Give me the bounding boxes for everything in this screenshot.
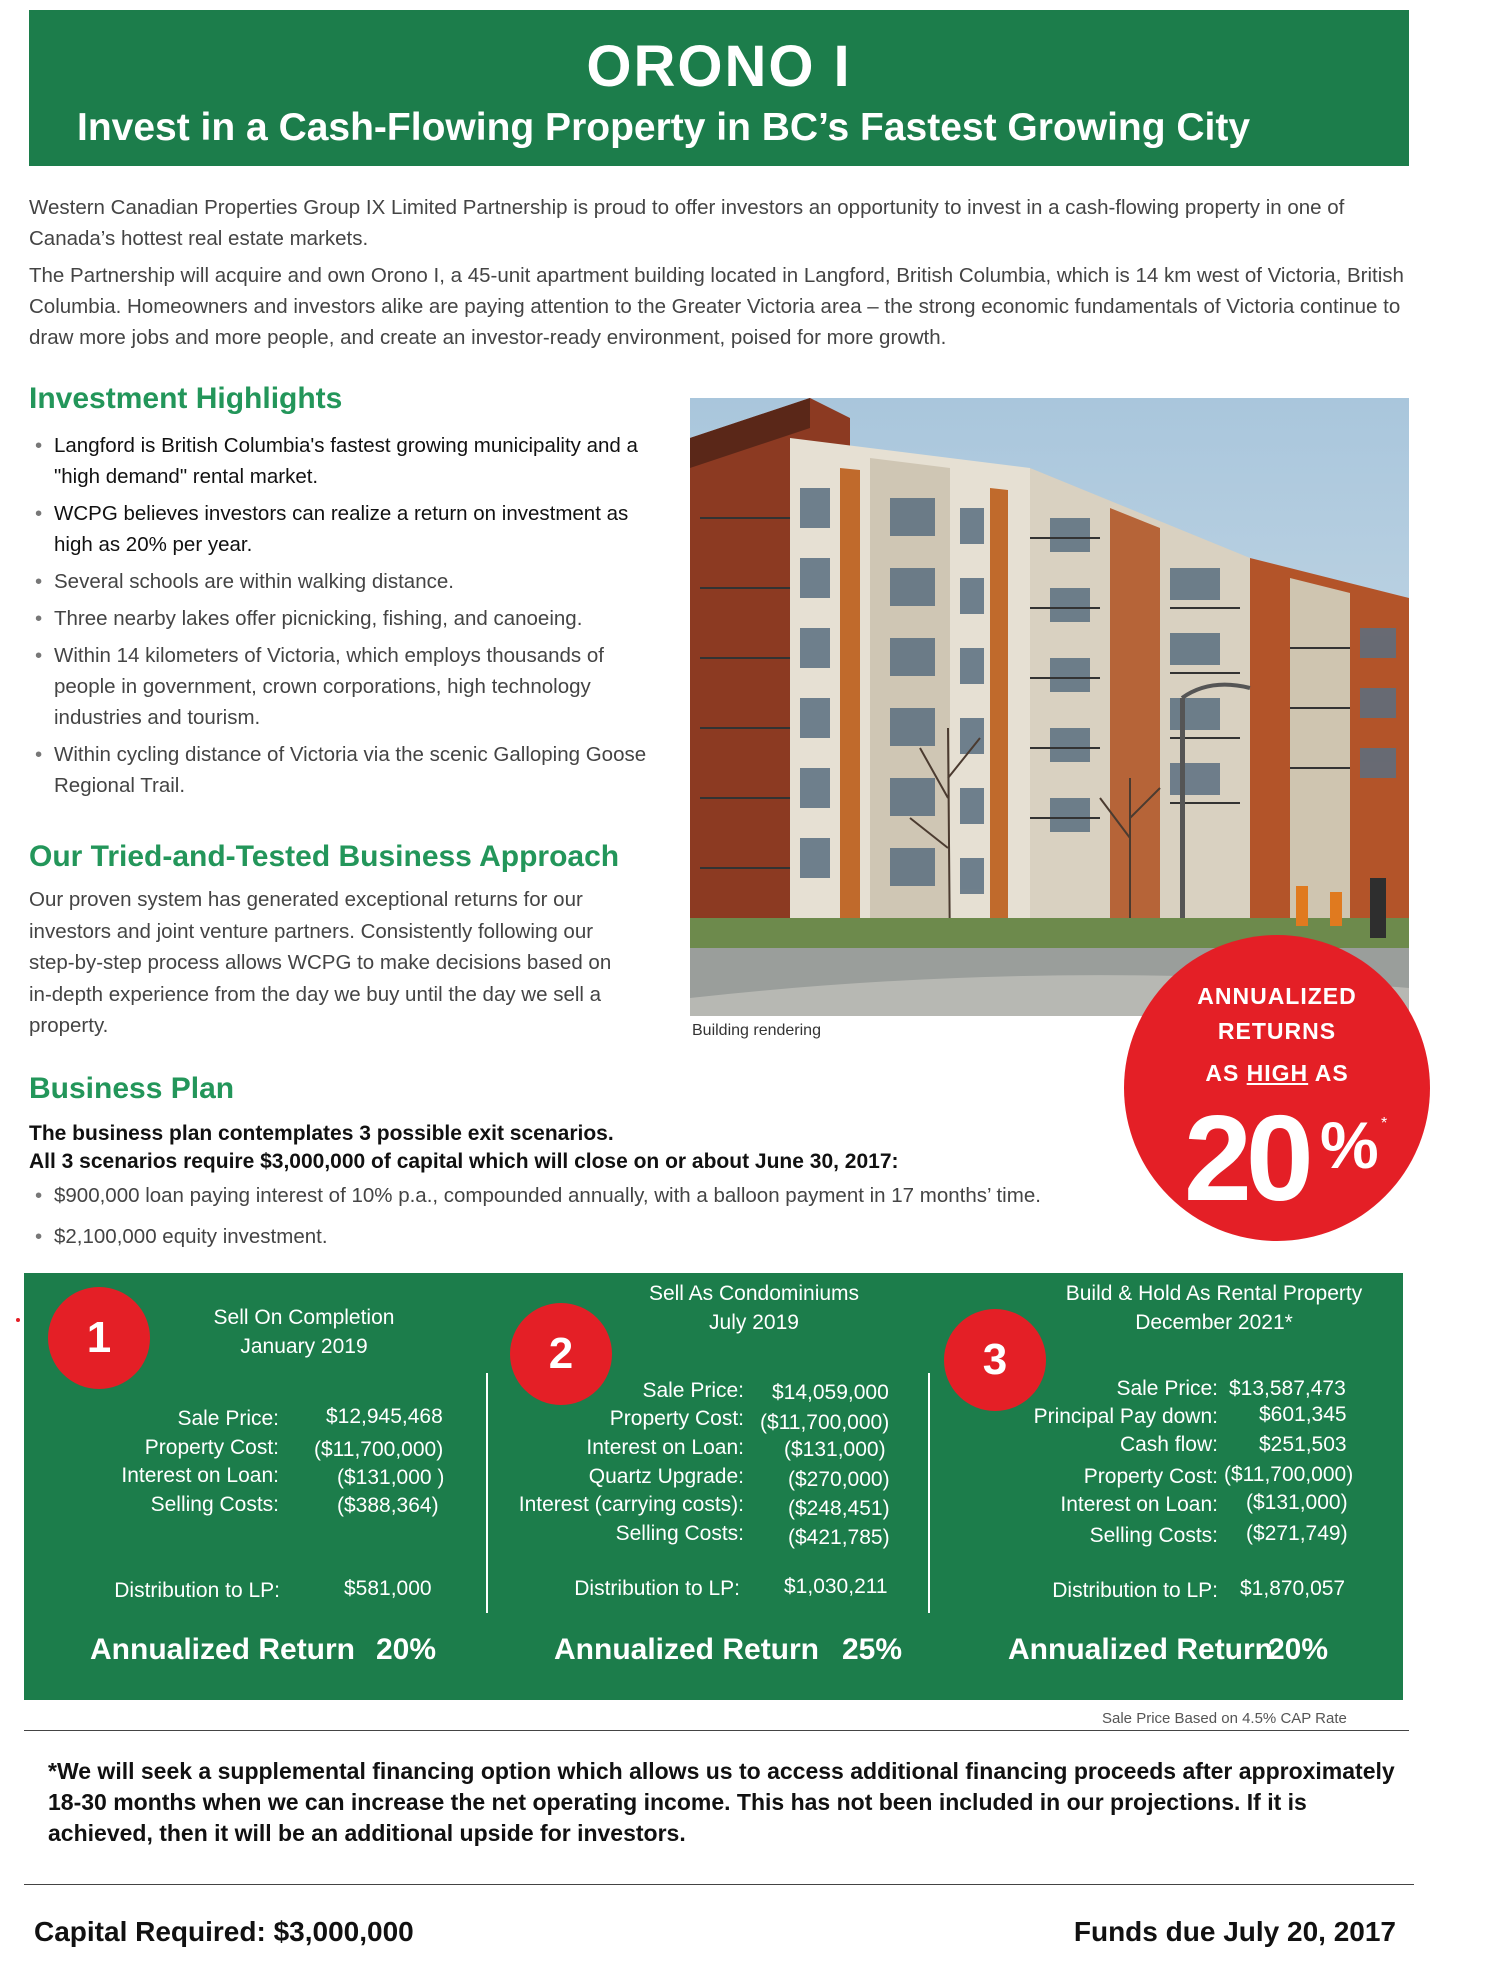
scenario-2-value: ($270,000) <box>788 1468 890 1491</box>
scenario-1-distribution-label: Distribution to LP: <box>114 1579 280 1602</box>
page-subtitle: Invest in a Cash-Flowing Property in BC’s Fastest Growing City <box>77 106 1251 149</box>
scenarios-panel <box>24 1273 1403 1700</box>
scenario-2-value: ($421,785) <box>788 1526 890 1549</box>
scenario-1-distribution-value: $581,000 <box>344 1577 432 1600</box>
scenario-2-title: Sell As Condominiums July 2019 <box>648 1282 860 1334</box>
business-plan-heading: Business Plan <box>29 1072 235 1105</box>
business-plan-bullets <box>29 1180 1129 1258</box>
building-photo <box>690 398 1409 1016</box>
column-divider <box>928 1373 930 1613</box>
highlights-list <box>29 430 649 807</box>
list-item: • Several schools are within walking distance. <box>35 570 454 593</box>
scenario-3-label: Property Cost: <box>1083 1465 1218 1488</box>
list-item: • Three nearby lakes offer picnicking, fishing, and canoeing. <box>35 607 583 630</box>
scenario-1-value: ($11,700,000) <box>314 1438 444 1461</box>
badge-line-2: RETURNS <box>1217 1018 1337 1044</box>
scenario-3-value: ($271,749) <box>1246 1522 1348 1545</box>
scenario-1-value: $12,945,468 <box>326 1405 443 1428</box>
scenario-2-value: ($131,000) <box>784 1438 886 1461</box>
intro-paragraph-2: The Partnership will acquire and own Orono I, a 45-unit apartment building located in Langford, British Columbia, which is 14 km west of Victoria, British Columbia. Homeowners and investors alike are paying attention to the Greater Victoria area – the strong economic fundamentals of Victoria continue to draw more jobs and more people, and create an investor-ready environment, poised for more growth. <box>29 264 1404 349</box>
scenario-1-annual-value: 20% <box>376 1633 437 1666</box>
scenario-1-value: ($388,364) <box>337 1494 439 1517</box>
scenario-3-value: $601,345 <box>1259 1403 1347 1426</box>
scenario-2-label: Property Cost: <box>609 1407 744 1430</box>
scenario-2-value: $14,059,000 <box>772 1381 889 1404</box>
badge-asterisk: * <box>1381 1115 1388 1132</box>
scenario-2-distribution-value: $1,030,211 <box>784 1575 888 1598</box>
scenario-1-value: ($131,000 ) <box>337 1466 445 1489</box>
badge-line-1: ANNUALIZED <box>1197 983 1357 1009</box>
scenario-3-number: 3 <box>944 1309 1046 1411</box>
scenario-1-label: Interest on Loan: <box>121 1464 279 1487</box>
badge-percent: % <box>1320 1108 1379 1182</box>
column-divider <box>486 1373 488 1613</box>
list-item: • $2,100,000 equity investment. <box>35 1225 328 1248</box>
scenario-3-label: Cash flow: <box>1119 1433 1218 1456</box>
scenario-3-label: Principal Pay down: <box>1033 1405 1218 1428</box>
footnote: *We will seek a supplemental financing option which allows us to access additional financing proceeds after approximately 18-30 months when we can increase the net operating income. This has not been included in our projections. If it is achieved, then it will be an additional upside for investors. <box>48 1758 1395 1846</box>
business-plan-line-2: All 3 scenarios require $3,000,000 of capital which will close on or about June 30, 2017: <box>29 1150 899 1173</box>
page-title: ORONO I <box>586 34 852 99</box>
scenario-2-distribution-label: Distribution to LP: <box>574 1577 740 1600</box>
scenario-2-label: Interest (carrying costs): <box>518 1493 744 1516</box>
scenario-3-value: ($11,700,000) <box>1224 1463 1354 1486</box>
scenario-3-value: $13,587,473 <box>1229 1377 1346 1400</box>
cap-rate-note: Sale Price Based on 4.5% CAP Rate <box>1102 1710 1347 1727</box>
scenario-3-value: ($131,000) <box>1246 1491 1348 1514</box>
list-item: • $900,000 loan paying interest of 10% p.a., compounded annually, with a balloon payment in 17 months’ time. <box>35 1184 1041 1207</box>
scenario-3-distribution-value: $1,870,057 <box>1240 1577 1346 1600</box>
funds-due: Funds due July 20, 2017 <box>1073 1916 1396 1947</box>
scenario-2-annual-label: Annualized Return <box>554 1633 820 1666</box>
stray-mark <box>16 1318 20 1322</box>
scenario-1-annual-label: Annualized Return <box>90 1633 356 1666</box>
badge-value: 20 <box>1184 1090 1308 1226</box>
scenario-3-label: Sale Price: <box>1116 1377 1218 1400</box>
list-item: • Within cycling distance of Victoria via the scenic Galloping Goose Regional Trail. <box>35 743 647 797</box>
photo-caption: Building rendering <box>692 1022 821 1039</box>
approach-heading: Our Tried-and-Tested Business Approach <box>29 840 620 873</box>
scenario-2-annual-value: 25% <box>842 1633 903 1666</box>
business-plan-line-1: The business plan contemplates 3 possible exit scenarios. <box>29 1122 614 1145</box>
divider-line <box>24 1730 1409 1731</box>
scenario-1-label: Sale Price: <box>177 1407 279 1430</box>
scenario-3-title: Build & Hold As Rental Property December 2021* <box>1065 1282 1363 1334</box>
scenario-2-label: Quartz Upgrade: <box>588 1465 744 1488</box>
divider-line <box>24 1884 1414 1885</box>
scenario-1-label: Selling Costs: <box>150 1493 279 1516</box>
scenario-3-label: Interest on Loan: <box>1060 1493 1218 1516</box>
scenario-3-distribution-label: Distribution to LP: <box>1052 1579 1218 1602</box>
scenario-3-value: $251,503 <box>1259 1433 1347 1456</box>
intro-paragraph-1: Western Canadian Properties Group IX Limited Partnership is proud to offer investors an opportunity to invest in a cash-flowing property in one of Canada’s hottest real estate markets. <box>29 196 1345 250</box>
header-banner <box>29 10 1409 166</box>
annualized-returns-badge <box>1124 935 1430 1241</box>
scenario-2-number: 2 <box>510 1303 612 1405</box>
highlights-heading: Investment Highlights <box>29 382 343 415</box>
scenario-1-title: Sell On Completion January 2019 <box>213 1306 395 1358</box>
list-item: • WCPG believes investors can realize a return on investment as high as 20% per year. <box>35 502 629 556</box>
list-item: • Langford is British Columbia's fastest growing municipality and a "high demand" rental market. <box>35 434 638 488</box>
scenario-2-label: Sale Price: <box>642 1379 744 1402</box>
scenario-1-number: 1 <box>48 1287 150 1389</box>
list-item: • Within 14 kilometers of Victoria, which employs thousands of people in government, crown corporations, high technology industries and tourism. <box>35 644 604 729</box>
badge-line-3: AS HIGH AS <box>1205 1060 1349 1086</box>
scenario-3-annual-label: Annualized Return <box>1008 1633 1274 1666</box>
scenario-2-value: ($11,700,000) <box>760 1411 890 1434</box>
scenario-2-value: ($248,451) <box>788 1497 890 1520</box>
approach-text: Our proven system has generated exceptional returns for our investors and joint venture partners. Consistently following our step-by-step process allows WCPG to make decisions based on in-depth experience from the day we buy until the day we sell a property. <box>29 888 612 1037</box>
scenario-2-label: Selling Costs: <box>615 1522 744 1545</box>
scenario-2-label: Interest on Loan: <box>586 1436 744 1459</box>
capital-required: Capital Required: $3,000,000 <box>34 1916 414 1947</box>
scenario-3-label: Selling Costs: <box>1089 1524 1218 1547</box>
scenario-3-annual-value: 20% <box>1268 1633 1329 1666</box>
scenario-1-label: Property Cost: <box>144 1436 279 1459</box>
